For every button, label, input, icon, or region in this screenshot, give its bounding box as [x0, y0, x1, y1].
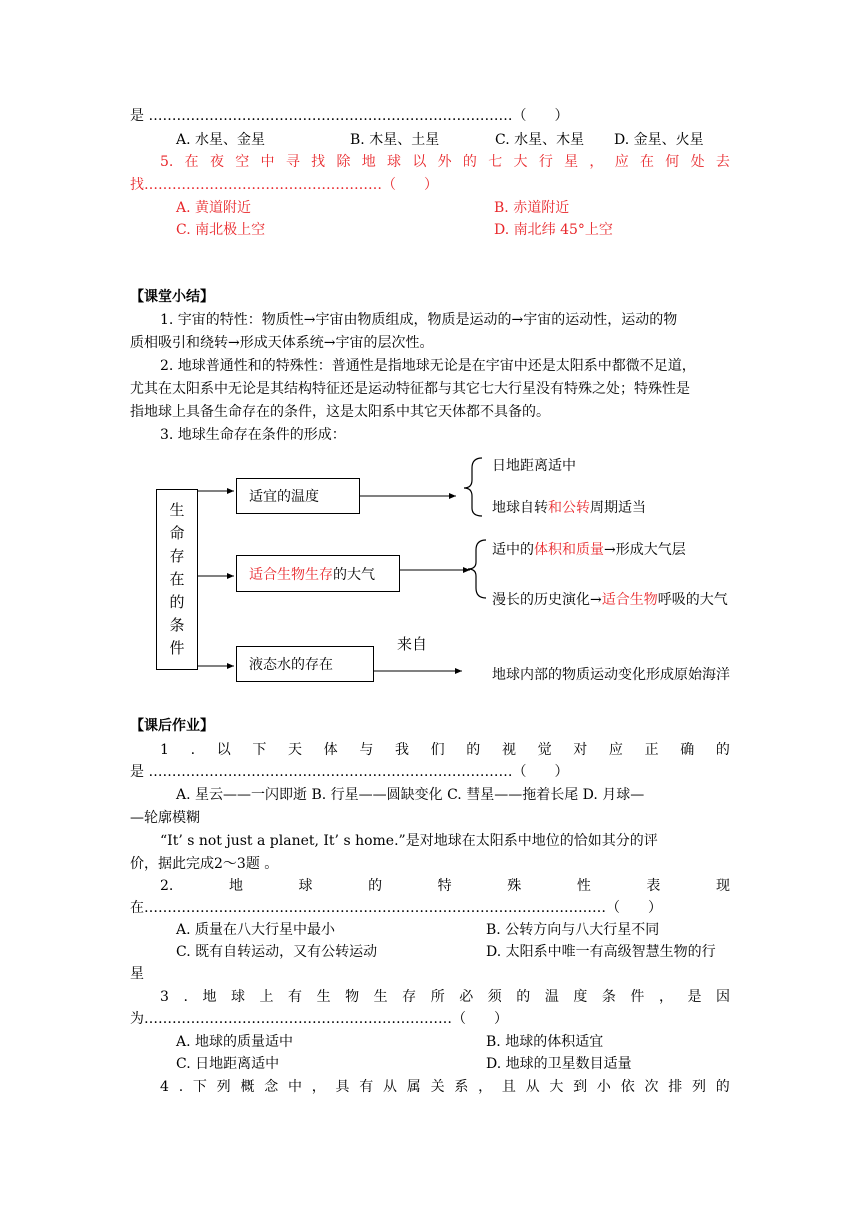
liquid-water-label: 液态水的存在: [249, 657, 333, 673]
hw-q4-char: 属: [406, 1079, 421, 1095]
hw-q1-char: 1: [160, 742, 169, 758]
hw-q4-char: 的: [715, 1079, 730, 1095]
hw-q2-char: 现: [715, 878, 730, 894]
evolution-atmosphere-text: 漫长的历史演化→适合生物呼吸的大气: [492, 592, 728, 608]
q5-char: 寻: [285, 154, 300, 170]
hw-q3-char: 存: [402, 989, 417, 1005]
liquid-water-box: [236, 646, 374, 682]
ocean-formation-text: 地球内部的物质运动变化形成原始海洋: [492, 667, 730, 683]
hw-q3-char: 是: [687, 989, 702, 1005]
q5-char: 七: [488, 154, 503, 170]
root-box-char: 在: [169, 570, 185, 588]
hw-q1-options: A. 星云——一闪即逝 B. 行星——圆缺变化 C. 彗星——拖着长尾 D. 月球—: [176, 787, 645, 803]
summary-p2-line2: 尤其在太阳系中无论是其结构特征还是运动特征都与其它七大行星没有特殊之处；特殊性是: [130, 381, 690, 397]
q5-char: 处: [690, 154, 705, 170]
option-c: C. 水星、木星: [495, 132, 585, 148]
q5-char: 的: [462, 154, 477, 170]
hw-q3-char: 的: [516, 989, 531, 1005]
hw-q2-char: 殊: [507, 878, 522, 894]
q5-char: 地: [361, 154, 376, 170]
q5-option-a: A. 黄道附近: [176, 200, 252, 216]
hw-q4-char: 关: [430, 1079, 445, 1095]
hw-q4-char: ，: [478, 1079, 493, 1095]
suitable-atmosphere-label-red: 适合生物生存: [249, 566, 333, 583]
hw-q4-char: 从: [383, 1079, 398, 1095]
hw-q2-option-d-wrap: 星: [130, 966, 144, 982]
hw-q2-option-d: D. 太阳系中唯一有高级智慧生物的行: [486, 944, 716, 960]
hw-q3-option-d: D. 地球的卫星数目适量: [486, 1056, 632, 1072]
suitable-atmosphere-box: [236, 555, 400, 592]
hw-q1-char: 应: [608, 742, 623, 758]
q5-char: 在: [640, 154, 654, 170]
hw-q4-char: 排: [668, 1079, 683, 1095]
hw-q3-char: 有: [288, 989, 303, 1005]
hw-q4-char: .: [178, 1079, 184, 1095]
q5-char: 以: [412, 154, 427, 170]
option-a: A. 水星、金星: [176, 132, 266, 148]
hw-q4-char: 系: [454, 1079, 469, 1095]
q5-char: 球: [387, 154, 402, 170]
hw-q4-char: 具: [335, 1079, 350, 1095]
hw-q1-char: 的: [715, 742, 730, 758]
hw-q3-stem-line2: 为…………………………………………………………（ ）: [130, 1011, 508, 1027]
hw-q3-char: 上: [259, 989, 274, 1005]
hw-q3-option-c: C. 日地距离适中: [176, 1056, 280, 1072]
option-d: D. 金星、火星: [614, 132, 704, 148]
hw-q2-char: 表: [646, 878, 661, 894]
hw-q3-char: 球: [230, 989, 245, 1005]
hw-q4-char: 念: [264, 1079, 279, 1095]
summary-p1-line1: 1. 宇宙的特性：物质性→宇宙由物质组成，物质是运动的→宇宙的运动性，运动的物: [160, 312, 678, 328]
hw-q2-char: 性: [576, 878, 591, 894]
hw-q4-char: 列: [216, 1079, 231, 1095]
hw-q1-char: 体: [323, 742, 338, 758]
hw-q2-char: 特: [437, 878, 452, 894]
suitable-atmosphere-label: 的大气: [333, 566, 375, 583]
q5-char: 在: [184, 154, 199, 170]
hw-q4-stem-line1: [160, 1077, 730, 1097]
hw-q2-char: 的: [368, 878, 383, 894]
q5-char: 中: [260, 154, 275, 170]
hw-q3-char: 条: [601, 989, 616, 1005]
hw-q2-option-c: C. 既有自转运动，又有公转运动: [176, 944, 378, 960]
hw-q4-char: 从: [525, 1079, 540, 1095]
hw-q2-char: 2.: [160, 878, 174, 894]
hw-q1-char: 与: [359, 742, 374, 758]
hw-q1-char: 正: [644, 742, 659, 758]
root-box-char: 件: [169, 639, 185, 657]
q5-option-c: C. 南北极上空: [176, 222, 266, 238]
hw-q3-stem-line1: [160, 987, 730, 1007]
hw-q2-option-a: A. 质量在八大行星中最小: [176, 922, 336, 938]
q5-char: 去: [715, 154, 730, 170]
hw-q4-char: 4: [160, 1079, 169, 1095]
hw-q3-char: 必: [459, 989, 474, 1005]
volume-mass-text: 适中的体积和质量→形成大气层: [492, 542, 686, 558]
homework-heading: 【课后作业】: [130, 718, 214, 734]
hw-q3-char: 度: [573, 989, 588, 1005]
quote-line1: “It’ s not just a planet, It’ s home.”是对地球在太阳系中地位的恰如其分的评: [160, 833, 658, 849]
q5-char: 外: [437, 154, 452, 170]
hw-q3-char: 生: [316, 989, 331, 1005]
hw-q4-char: 小: [596, 1079, 611, 1095]
hw-q2-stem-line1: [160, 876, 730, 896]
hw-q3-char: 温: [544, 989, 559, 1005]
hw-q1-char: 我: [394, 742, 409, 758]
hw-q1-char: 的: [466, 742, 481, 758]
hw-q3-char: .: [183, 989, 188, 1005]
hw-q4-char: 有: [359, 1079, 374, 1095]
root-box-char: 存: [169, 547, 185, 565]
q5-stem-line2: 找……………………………………………（ ）: [130, 177, 438, 193]
option-b: B. 木星、土星: [350, 132, 440, 148]
hw-q2-option-b: B. 公转方向与八大行星不同: [486, 922, 660, 938]
summary-p2-line1: 2. 地球普通性和的特殊性：普通性是指地球无论是在宇宙中还是太阳系中都微不足道，: [160, 358, 696, 374]
hw-q4-char: 中: [287, 1079, 302, 1095]
hw-q1-options-wrap: —轮廓模糊: [130, 810, 200, 826]
hw-q3-char: 因: [716, 989, 730, 1005]
root-box-char: 生: [169, 501, 185, 519]
hw-q2-stem-line2: 在………………………………………………………………………………………（ ）: [130, 900, 662, 916]
q5-option-d: D. 南北纬 45°上空: [494, 222, 613, 238]
hw-q4-char: 列: [691, 1079, 706, 1095]
q5-char: 5.: [160, 154, 174, 170]
hw-q1-char: 确: [680, 742, 695, 758]
summary-heading: 【课堂小结】: [130, 289, 214, 305]
q5-char: 大: [513, 154, 528, 170]
hw-q3-char: 所: [430, 989, 445, 1005]
hw-q4-char: 下: [192, 1079, 207, 1095]
q5-char: 何: [665, 154, 680, 170]
question-stem-tail: 是 ……………………………………………………………………（ ）: [130, 108, 569, 124]
q5-char: 空: [235, 154, 250, 170]
q5-char: 行: [538, 154, 553, 170]
q5-char: 应: [614, 154, 629, 170]
q5-char: ，: [589, 154, 604, 170]
suitable-temperature-label: 适宜的温度: [249, 489, 319, 505]
hw-q4-char: 概: [240, 1079, 255, 1095]
hw-q2-char: 地: [228, 878, 243, 894]
hw-q3-char: 生: [373, 989, 388, 1005]
hw-q1-char: 对: [573, 742, 588, 758]
summary-p2-line3: 指地球上具备生命存在的条件，这是太阳系中其它天体都不具备的。: [130, 404, 550, 420]
hw-q1-char: 视: [501, 742, 516, 758]
hw-q1-stem-line2: 是 ……………………………………………………………………（ ）: [130, 764, 569, 780]
hw-q3-char: 物: [345, 989, 360, 1005]
hw-q3-char: 地: [202, 989, 217, 1005]
root-box-char: 命: [169, 524, 185, 542]
q5-option-b: B. 赤道附近: [494, 200, 570, 216]
hw-q1-stem-line1: [160, 740, 730, 760]
hw-q4-char: 且: [501, 1079, 516, 1095]
hw-q3-char: 3: [160, 989, 169, 1005]
root-box-char: 条: [169, 616, 185, 634]
hw-q4-char: 大: [549, 1079, 564, 1095]
hw-q3-char: 件: [630, 989, 645, 1005]
q5-char: 星: [564, 154, 579, 170]
hw-q3-char: ，: [658, 989, 673, 1005]
distance-moderate-text: 日地距离适中: [492, 458, 576, 474]
life-conditions-root-box: [156, 489, 198, 670]
hw-q1-char: .: [190, 742, 196, 758]
hw-q1-char: 下: [252, 742, 267, 758]
hw-q4-char: ，: [311, 1079, 326, 1095]
hw-q1-char: 以: [216, 742, 231, 758]
q5-char: 找: [311, 154, 326, 170]
hw-q1-char: 觉: [537, 742, 552, 758]
hw-q1-char: 天: [288, 742, 302, 758]
quote-line2: 价，据此完成2～3题 。: [130, 856, 279, 872]
root-box-char: 的: [169, 593, 185, 611]
summary-p3: 3. 地球生命存在条件的形成：: [160, 427, 346, 443]
q5-char: 除: [336, 154, 351, 170]
suitable-temperature-box: [236, 478, 360, 514]
q5-char: 夜: [209, 154, 224, 170]
hw-q2-char: 球: [298, 878, 313, 894]
summary-p1-line2: 质相吸引和绕转→形成天体系统→宇宙的层次性。: [130, 335, 434, 351]
hw-q4-char: 依: [620, 1079, 635, 1095]
hw-q4-char: 到: [573, 1079, 588, 1095]
from-label: 来自: [397, 635, 428, 653]
hw-q3-option-a: A. 地球的质量适中: [176, 1034, 294, 1050]
hw-q4-char: 次: [644, 1079, 659, 1095]
hw-q3-option-b: B. 地球的体积适宜: [486, 1034, 604, 1050]
hw-q3-char: 须: [487, 989, 502, 1005]
rotation-revolution-text: 地球自转和公转周期适当: [492, 500, 646, 516]
hw-q1-char: 们: [430, 742, 445, 758]
